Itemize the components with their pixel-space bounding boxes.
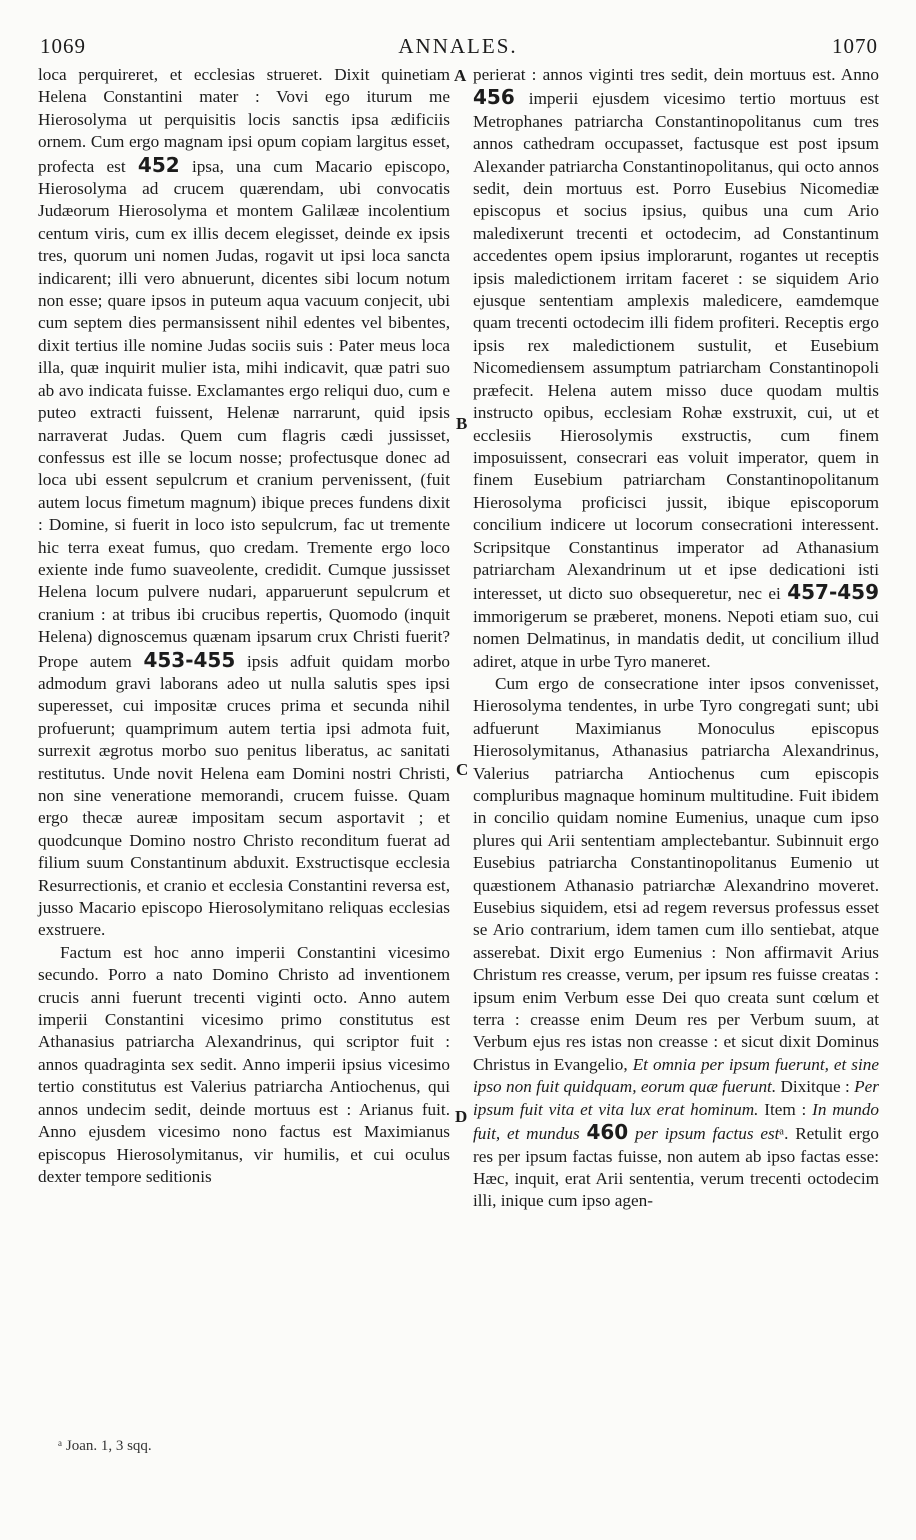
left-paragraph-1 [38, 64, 450, 942]
scripture-quote: per ipsum factus est [634, 1124, 780, 1144]
margin-marker-a: A [454, 66, 467, 85]
margin-marker-d: D [455, 1107, 468, 1126]
scripture-quote: Et omnia per ipsum fuerunt, et sine ipso non fuit quidquam, eorum quæ fuerunt. [473, 1054, 879, 1097]
text-run: . Retulit ergo res per ipsum factas fuisse, non autem ab ipso factas esse: Hæc, inquit, erat Arii sententia, verum trecenti octodecim illi, inique cum ipso agen- [473, 1124, 879, 1211]
margin-marker-b: B [456, 414, 468, 433]
text-run: loca perquireret, et ecclesias strueret. Dixit quinetiam Helena Constantini mater : Vovi ego iturum me Hierosolyma ut perquisitis locis sanctis ipsa ædificiis ornem. Cum ergo magnam ipsi opum copiam largitus esset, profecta est [38, 65, 450, 176]
page-number-left: 1069 [40, 34, 86, 58]
text-run: ipsa, una cum Macario episcopo, Hierosolyma ad crucem quærendam, ubi convocatis Judæorum Hierosolyma et montem Galilææ incolentium centum viris, cum ex illis decem elegisset, deinde ex ipsis tres, quorum uni nomen Judas, rogavit ut ipsi loca sancta indicarent; illi vero abnuerunt, dicentes sibi locum notum non esse; quare ipsos in puteum aqua vacuum conjecit, ubi cum septem dies permansissent nihil edentes vel bibentes, dixit tertius ille nomine Judas sociis suis : Pater meus loca illa, quæ inquirit mulier ista, mihi indicavit, quæ patri suo ab avo indicata fuisse. Exclamantes ergo reliqui duo, cum e puteo extracti fuissent, Helenæ narrarunt, quid ipsis narraverat Judas. Quem cum flagris cædi jussisset, confessus est ille se locum nosse; profectusque donec ad loca ubi essent sepulcrum et cranium pervenissent, (fuit autem locus fimetum magnum) ibique preces fundens dixit : Domine, si fuerit in loco isto sepulcrum, fac ut tremente hic terra exeat fumus, quo credam. Tremente ergo loco exiente inde fumo suaveolente, credidit. Cumque jussisset Helena locum pulvere nudari, apparuerunt sepulcrum et cranium : at tribus ibi crucibus repertis, Quomodo (inquit Helena) dignoscemus quænam ipsarum crux Christi fuerit? Prope autem [38, 156, 451, 671]
right-column [473, 64, 879, 1213]
section-number: 460 [586, 1120, 629, 1145]
margin-marker-c: C [456, 760, 469, 779]
footnote: ᵃ Joan. 1, 3 sqq. [58, 1438, 152, 1454]
section-number: 452 [137, 152, 180, 177]
text-run: immorigerum se præberet, monens. Nepoti etiam suo, cui nomen Delmatinus, in mandatis dedit, ut concilium illud adiret, atque in urbe Tyro maneret. [473, 606, 879, 671]
text-run: Item : [764, 1099, 807, 1119]
scripture-quote: In mundo fuit, et mundus [473, 1099, 880, 1144]
left-column [38, 64, 450, 1188]
text-run: Dixitque : [780, 1077, 850, 1097]
section-number: 453-455 [143, 647, 236, 672]
section-number: 456 [473, 85, 515, 110]
right-paragraph-2 [473, 673, 879, 1213]
running-title: ANNALES. [398, 34, 518, 58]
footnote-ref: ᵃ [779, 1124, 785, 1144]
text-run: Cum ergo de consecratione inter ipsos convenisset, Hierosolyma tendentes, in urbe Tyro congregati sunt; ubi adfuerunt Maximianus Monoculus episcopus Hierosolymitanus, Athanasius patriarcha Alexandrinus, Valerius patriarcha Antiochenus cum episcopis compluribus magnaque hominum multitudine. Fuit ibidem in concilio quidam nomine Eumenius, unaque cum ipso plures qui Arii sententiam amplectebantur. Subinnuit ergo Eusebius patriarcha Constantinopolitanus Eumenio ut quæstionem Athanasio patriarchæ Alexandrino moveret. Eusebius siquidem, etsi ad regem reversus professus esset se Ario contrarium, idem tamen cum illo sentiebat, atque asserebat. Dixit ergo Eumenius : Non affirmavit Arius Christum res creasse, verum, per ipsum res fuisse creatas : ipsum enim Verbum esse Dei quo creata sunt cœlum et terra : creasse enim Deum res per Verbum suum, at Verbum ejus res istas non creasse : et sicut dixit Dominus Christus in Evangelio, [473, 673, 879, 1074]
section-number: 457-459 [787, 580, 880, 605]
scripture-quote: Per ipsum fuit vita et vita lux erat hominum. [473, 1077, 879, 1119]
text-run: ipsis adfuit quidam morbo admodum gravi laborans adeo ut nulla salutis spes ipsi superesset, cui impositæ cruces prima et secunda nihil profuerunt; quamprimum autem tertia ipsi admota fuit, surrexit ægrotus morbo suo penitus liberatus, ac sanitati restitutus. Unde novit Helena eam Domini nostri Christi, non sine veneratione memorandi, crucem fuisse. Quam ergo thecæ aureæ impositam secum asportavit ; et quodcunque Domino nostro Christo reconditum fuerat ad filium suum Constantinum abduxit. Exstructisque ecclesia Resurrectionis, et cranio et ecclesia Constantini reversa est, jusso Macario episcopo Hierosolymitano reliquas ecclesias exstruere. [38, 651, 451, 940]
right-paragraph-1 [473, 64, 879, 673]
text-run: imperii ejusdem vicesimo tertio mortuus est Metrophanes patriarcha Constantinopolitanus cum tres annos cathedram occupasset, factusque est post ipsum Alexander patriarcha Constantinopolitanus, qui octo annos sedit, dein mortuus est. Porro Eusebius Nicomediæ episcopus et socius ipsius, quibus una cum Ario maledixerunt trecenti et octodecim, ad Constantinum accedentes opem ipsius implorarunt, rogantes ut receptis ipsis maledictionem irritam faceret : se siquidem Ario ejusque sententiam amplexis maledicere, eamdemque quam trecenti octodecim illi fidem profiteri. Receptis ergo ipsis rex maledictionem sustulit, et Eusebium Nicomediensem assumptum patriarcham Constantinopoli præfecit. Helena autem misso duce quodam multis instructo opibus, ecclesiam Rohæ exstruxit, cui, ut et ecclesiis Hierosolymis exstructis, cum finem imposuissent, consecrari eas voluit imperator, quem in finem Eusebium patriarcham Constantinopolitanum Hierosolyma proficisci jussit, ibique episcoporum concilium indicere ut locorum consecrationi interessent. Scripsitque Constantinus imperator ad Athanasium patriarcham Alexandrinum ut et ipse dedicationi isti interesset, ut dicto suo obsequeretur, nec ei [473, 89, 879, 604]
left-paragraph-2: Factum est hoc anno imperii Constantini vicesimo secundo. Porro a nato Domino Christo ad inventionem crucis anni fuerunt trecenti viginti octo. Anno autem imperii Constantini vicesimo primo constitutus est Athanasius patriarcha Alexandrinus, qui scriptor fuit : annos quadraginta sex sedit. Anno imperii ipsius vicesimo tertio constitutus est Valerius patriarcha Antiochenus, qui annos undecim sedit, deinde mortuus est : Arianus fuit. Anno ejusdem vicesimo nono factus est Maximianus episcopus Hierosolymitanus, vir humilis, et cui oculus dexter tempore seditionis [38, 942, 450, 1186]
text-run: perierat : annos viginti tres sedit, dein mortuus est. Anno [473, 65, 879, 84]
page-number-right: 1070 [832, 34, 878, 58]
